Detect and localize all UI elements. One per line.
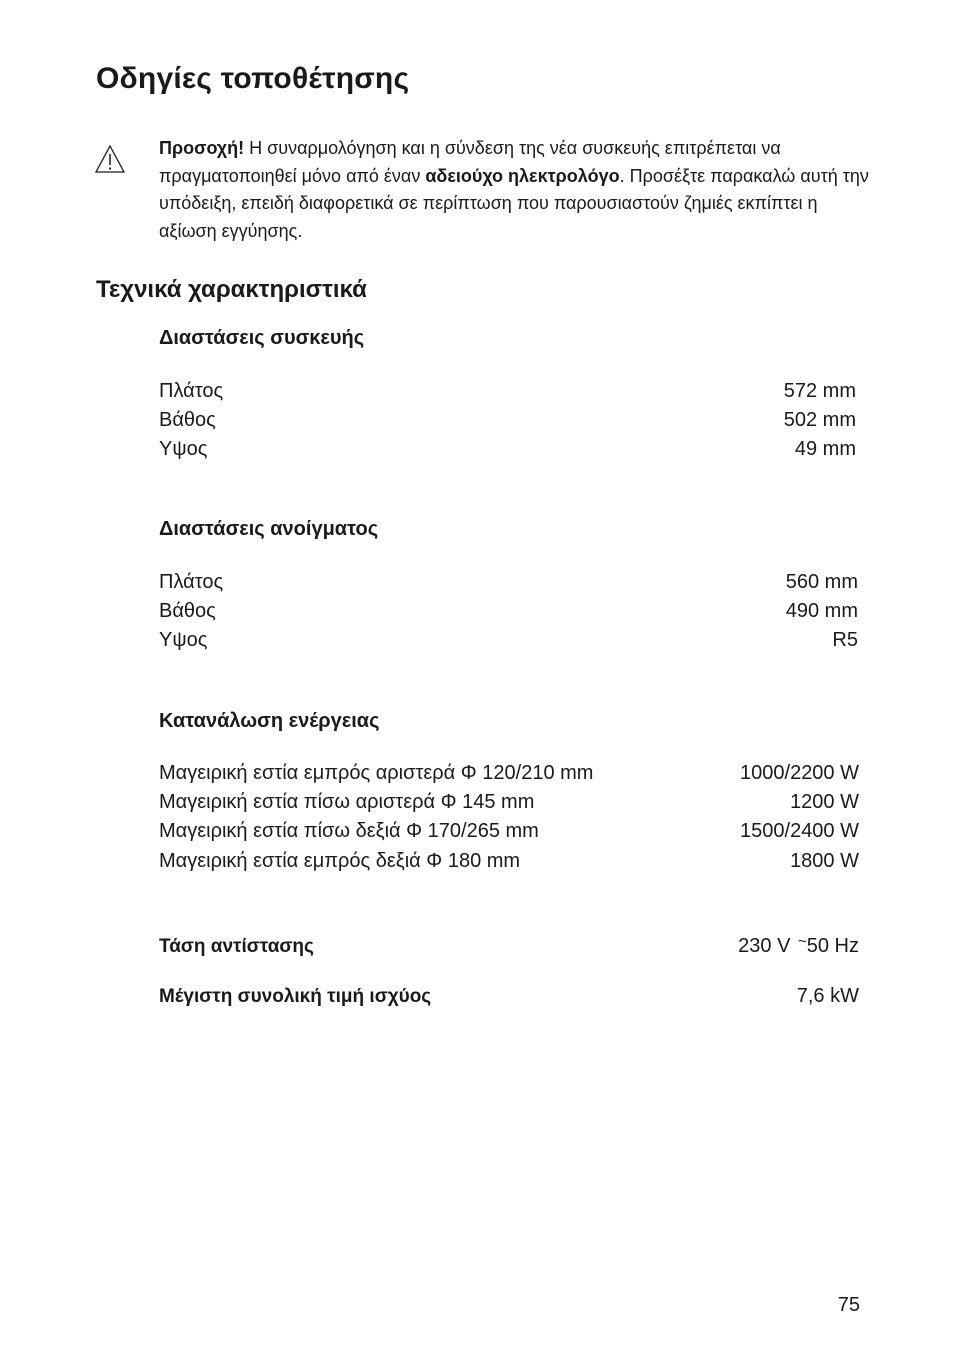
- spec-row: [159, 438, 859, 467]
- energy-consumption-heading: Κατανάλωση ενέργειας: [159, 710, 380, 732]
- spec-label: Βάθος: [159, 409, 216, 431]
- spec-label: Μαγειρική εστία εμπρός δεξιά Φ 180 mm: [159, 850, 521, 872]
- spec-row: [159, 820, 859, 849]
- spec-value: 1500/2400 W: [740, 820, 859, 842]
- spec-label: Πλάτος: [159, 380, 224, 402]
- ac-tilde: ~: [797, 933, 807, 950]
- specs-heading: Τεχνικά χαρακτηριστικά: [96, 276, 367, 303]
- max-power-value: 7,6 kW: [796, 985, 859, 1007]
- spec-row: [159, 409, 859, 438]
- spec-label: Μαγειρική εστία εμπρός αριστερά Φ 120/210 mm: [159, 762, 594, 784]
- appliance-dimensions-heading: Διαστάσεις συσκευής: [159, 327, 365, 349]
- spec-row: [159, 850, 859, 879]
- spec-label: Πλάτος: [159, 571, 224, 593]
- spec-row: [159, 791, 859, 820]
- spec-value: R5: [832, 629, 858, 651]
- voltage-label: Τάση αντίστασης: [159, 936, 314, 957]
- voltage-value-v: 230 V: [738, 935, 796, 957]
- max-power-label: Μέγιστη συνολική τιμή ισχύος: [159, 986, 432, 1007]
- warning-paragraph: [159, 135, 879, 245]
- spec-label: Μαγειρική εστία πίσω αριστερά Φ 145 mm: [159, 791, 535, 813]
- warning-emphasis: αδειούχο ηλεκτρολόγο: [425, 165, 620, 186]
- spec-value: 49 mm: [794, 438, 856, 460]
- page-title: Οδηγίες τοποθέτησης: [96, 62, 410, 95]
- spec-row: [159, 380, 859, 409]
- spec-value: 560 mm: [785, 571, 858, 593]
- spec-row: [159, 762, 859, 791]
- page-number: 75: [837, 1294, 860, 1316]
- spec-label: Βάθος: [159, 600, 216, 622]
- spec-value: 502 mm: [783, 409, 856, 431]
- spec-label: Μαγειρική εστία πίσω δεξιά Φ 170/265 mm: [159, 820, 539, 842]
- spec-value: 1800 W: [790, 850, 859, 872]
- voltage-value: [738, 933, 859, 958]
- spec-row: [159, 629, 859, 658]
- spec-value: 490 mm: [785, 600, 858, 622]
- spec-row: [159, 600, 859, 629]
- spec-value: 1200 W: [790, 791, 859, 813]
- voltage-value-hz: 50 Hz: [806, 935, 859, 957]
- warning-triangle-icon: [94, 144, 126, 174]
- spec-label: Υψος: [159, 438, 208, 460]
- spec-row: [159, 571, 859, 600]
- max-power-row: [159, 985, 859, 1014]
- spec-value: 1000/2200 W: [740, 762, 859, 784]
- warning-text-2: . Προσέξτε παρακαλώ αυτή την υπόδειξη, επειδή διαφορετικά σε περίπτωση που παρουσιαστούν ζημιές εκπίπτει η αξίωση εγγύησης.: [159, 165, 869, 241]
- spec-value: 572 mm: [783, 380, 856, 402]
- spec-label: Υψος: [159, 629, 208, 651]
- warning-text-1: Η συναρμολόγηση και η σύνδεση της νέα συσκευής επιτρέπεται να πραγματοποιηθεί μόνο από έναν: [159, 138, 781, 186]
- voltage-row: [159, 933, 859, 962]
- opening-dimensions-heading: Διαστάσεις ανοίγματος: [159, 518, 379, 540]
- warning-lead: Προσοχή!: [159, 138, 245, 158]
